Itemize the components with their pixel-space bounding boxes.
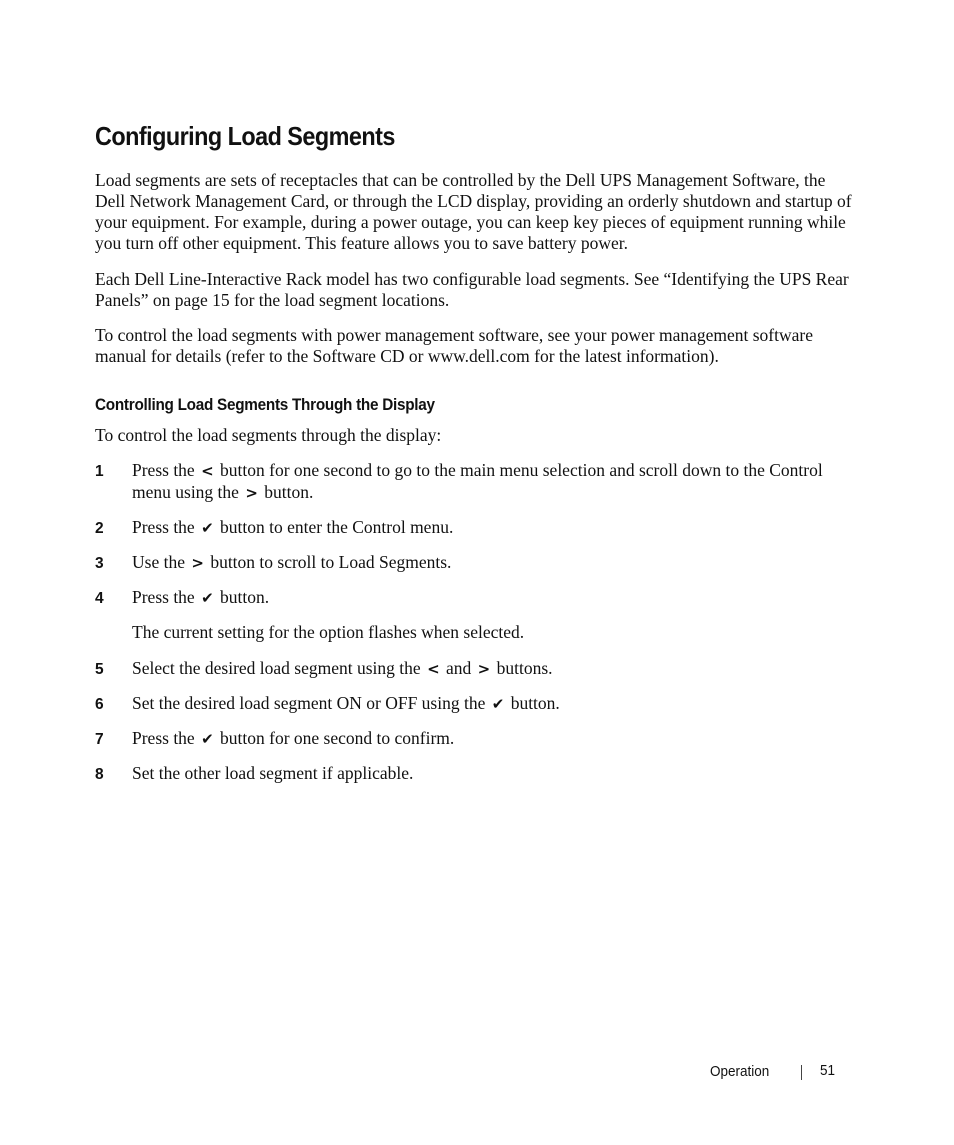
right-arrow-icon: > xyxy=(245,484,258,502)
checkmark-icon: ✔ xyxy=(201,589,214,607)
step-text: Press the ✔ button to enter the Control menu. xyxy=(132,517,454,537)
step-4-note: The current setting for the option flashes when selected. xyxy=(132,622,525,642)
page-number: 51 xyxy=(820,1062,836,1079)
software-text-before: To control the load segments with power management software, see your power management software manual for details (refer to the Software CD or xyxy=(95,325,813,366)
step-number: 1 xyxy=(95,463,104,480)
step-text: Select the desired load segment using the < and > buttons. xyxy=(132,658,553,678)
step-number: 7 xyxy=(95,731,104,748)
step-number: 4 xyxy=(95,590,104,607)
section-subheading: Controlling Load Segments Through the Display xyxy=(95,395,435,414)
left-arrow-icon: < xyxy=(427,660,440,678)
software-paragraph xyxy=(95,325,855,367)
step-text: Set the desired load segment ON or OFF using the ✔ button. xyxy=(132,693,560,713)
step-number: 2 xyxy=(95,520,104,537)
intro-paragraph-2: Each Dell Line-Interactive Rack model has two configurable load segments. See “Identifying the UPS Rear Panels” on page 15 for the load segment locations. xyxy=(95,269,849,310)
step-text: Press the < button for one second to go to the main menu selection and scroll down to the Control menu using the > button. xyxy=(132,460,823,502)
steps-intro: To control the load segments through the display: xyxy=(95,425,442,445)
checkmark-icon: ✔ xyxy=(201,519,214,537)
footer-section-name: Operation xyxy=(710,1063,770,1080)
intro-paragraph-1: Load segments are sets of receptacles that can be controlled by the Dell UPS Management Software, the Dell Network Management Card, or through the LCD display, providing an orderly shutdown and startup of your equipment. For example, during a power outage, you can keep key pieces of equipment running while you turn off other equipment. This feature allows you to save battery power. xyxy=(95,170,852,253)
step-text: Use the > button to scroll to Load Segments. xyxy=(132,552,452,572)
left-arrow-icon: < xyxy=(201,462,214,480)
step-number: 5 xyxy=(95,661,104,678)
right-arrow-icon: > xyxy=(477,660,491,678)
page-title: Configuring Load Segments xyxy=(95,121,395,151)
dell-website-link[interactable]: www.dell.com xyxy=(427,346,530,366)
step-number: 8 xyxy=(95,766,104,783)
checkmark-icon: ✔ xyxy=(491,695,505,713)
step-text: Press the ✔ button. xyxy=(132,587,270,607)
step-number: 3 xyxy=(95,555,104,572)
software-text-after: for the latest information). xyxy=(529,346,719,366)
footer-divider xyxy=(801,1065,802,1080)
step-number: 6 xyxy=(95,696,104,713)
right-arrow-icon: > xyxy=(191,554,204,572)
step-text: Press the ✔ button for one second to confirm. xyxy=(132,728,455,748)
step-text: Set the other load segment if applicable. xyxy=(132,763,414,783)
checkmark-icon: ✔ xyxy=(201,730,214,748)
